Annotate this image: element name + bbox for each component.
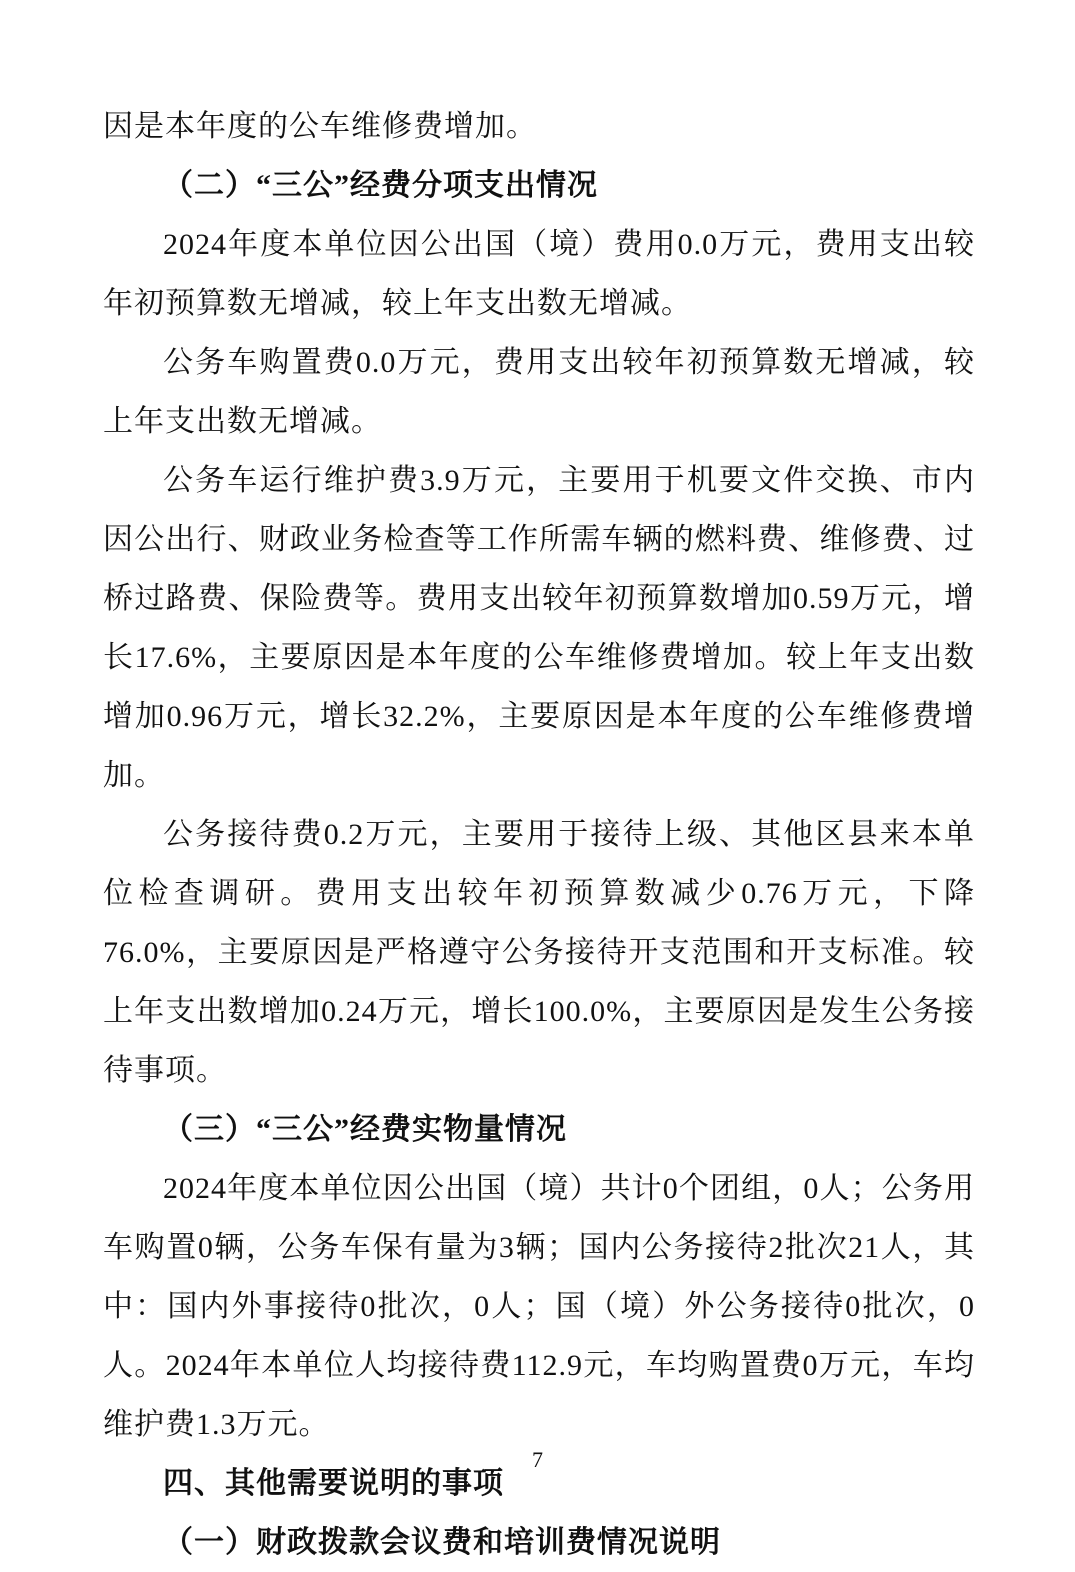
document-body — [103, 97, 975, 1572]
paragraph-physical-quantity: 2024年度本单位因公出国（境）共计0个团组，0人；公务用车购置0辆，公务车保有量为3辆；国内公务接待2批次21人，其中：国内外事接待0批次，0人；国（境）外公务接待0批次，0人。2024年本单位人均接待费112.9元，车均购置费0万元，车均维护费1.3万元。 — [103, 1172, 975, 1441]
section-heading-3: （三）“三公”经费实物量情况 — [163, 1113, 567, 1146]
paragraph-abroad-expense: 2024年度本单位因公出国（境）费用0.0万元，费用支出较年初预算数无增减，较上年支出数无增减。 — [103, 228, 975, 320]
paragraph-vehicle-maintenance: 公务车运行维护费3.9万元，主要用于机要文件交换、市内因公出行、财政业务检查等工作所需车辆的燃料费、维修费、过桥过路费、保险费等。费用支出较年初预算数增加0.59万元，增长17.6%，主要原因是本年度的公车维修费增加。较上年支出数增加0.96万元，增长32.2%，主要原因是本年度的公车维修费增加。 — [103, 464, 975, 792]
paragraph-vehicle-purchase: 公务车购置费0.0万元，费用支出较年初预算数无增减，较上年支出数无增减。 — [103, 346, 975, 438]
section-heading-2: （二）“三公”经费分项支出情况 — [163, 169, 598, 202]
section-heading-1: （一）财政拨款会议费和培训费情况说明 — [163, 1526, 721, 1559]
paragraph-continuation: 因是本年度的公车维修费增加。 — [103, 110, 537, 143]
paragraph-official-reception: 公务接待费0.2万元，主要用于接待上级、其他区县来本单位检查调研。费用支出较年初预算数减少0.76万元，下降76.0%，主要原因是严格遵守公务接待开支范围和开支标准。较上年支出数增加0.24万元，增长100.0%，主要原因是发生公务接待事项。 — [103, 818, 975, 1087]
page-number: 7 — [532, 1447, 543, 1472]
chapter-heading-4: 四、其他需要说明的事项 — [163, 1467, 504, 1500]
